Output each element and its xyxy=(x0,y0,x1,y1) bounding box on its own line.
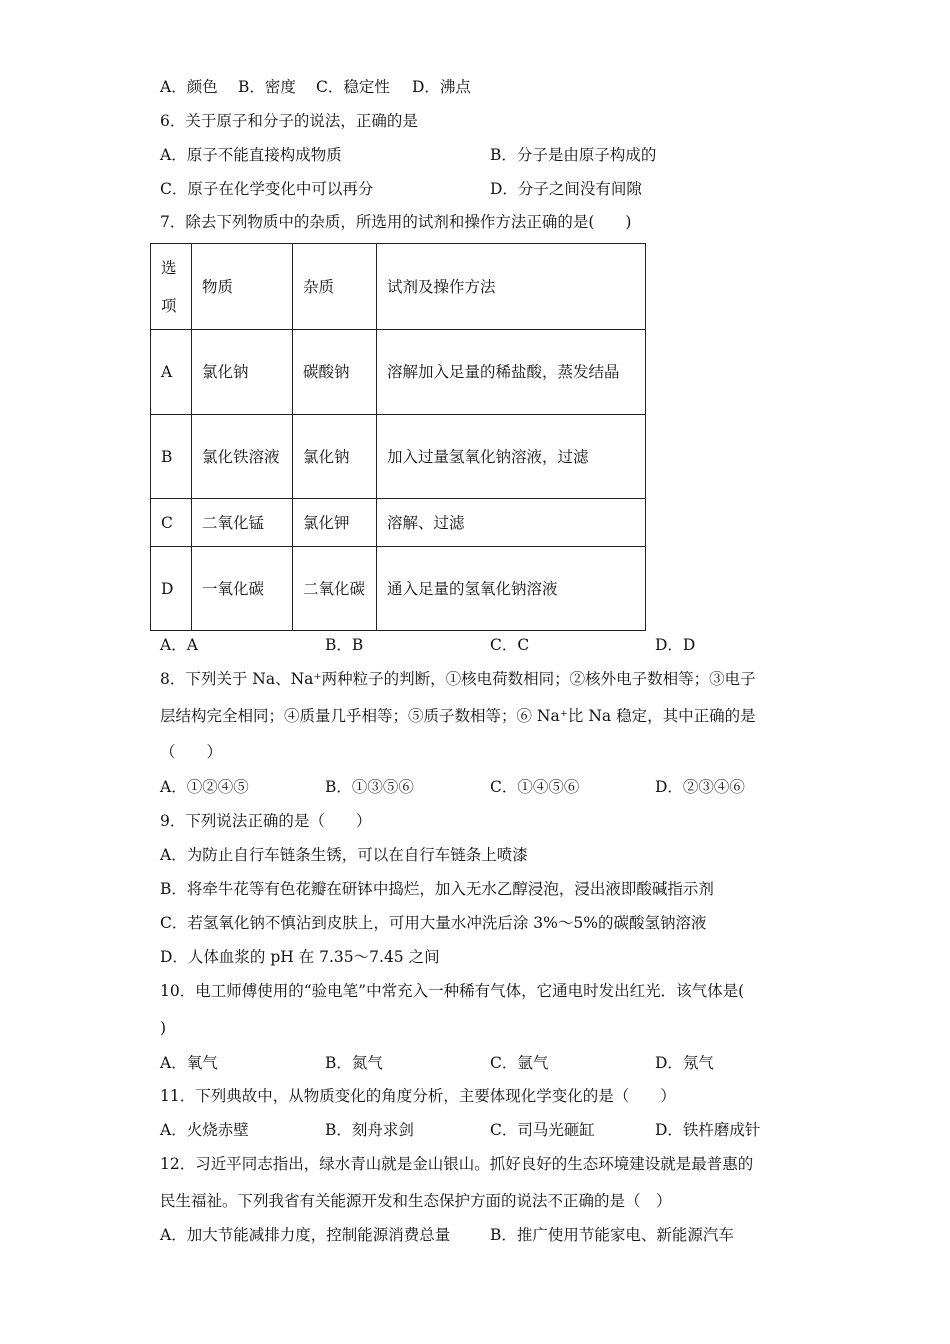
q5-option-d: D．沸点 xyxy=(412,78,471,96)
q5-option-a: A．颜色 xyxy=(160,78,218,96)
row-c-method: 溶解、过滤 xyxy=(377,499,646,547)
q8-line-3: （ ） xyxy=(160,743,223,761)
q10-option-b: B．氮气 xyxy=(325,1054,383,1072)
q8-option-c: C．①④⑤⑥ xyxy=(490,778,580,796)
row-d-method: 通入足量的氢氧化钠溶液 xyxy=(377,547,646,631)
q8-line-1: 8．下列关于 Na、Na⁺两种粒子的判断，①核电荷数相同；②核外电子数相等；③电子 xyxy=(160,670,756,688)
row-a-impurity: 碳酸钠 xyxy=(293,330,377,415)
q9-option-d: D．人体血浆的 pH 在 7.35～7.45 之间 xyxy=(160,948,440,966)
q12-option-a: A．加大节能减排力度，控制能源消费总量 xyxy=(160,1226,451,1244)
q11-option-d: D．铁杵磨成针 xyxy=(655,1121,761,1139)
header-method: 试剂及操作方法 xyxy=(377,244,646,330)
q7-option-c: C．C xyxy=(490,636,530,654)
row-b-option: B xyxy=(151,415,192,499)
q7-option-d: D．D xyxy=(655,636,696,654)
q9-option-c: C．若氢氧化钠不慎沾到皮肤上，可用大量水冲洗后涂 3%～5%的碳酸氢钠溶液 xyxy=(160,914,707,932)
row-b-impurity: 氯化钠 xyxy=(293,415,377,499)
q9-option-a: A．为防止自行车链条生锈，可以在自行车链条上喷漆 xyxy=(160,846,528,864)
table-row xyxy=(151,330,646,415)
table-row xyxy=(151,547,646,631)
q10-option-d: D．氖气 xyxy=(655,1054,714,1072)
q12-line-1: 12．习近平同志指出，绿水青山就是金山银山。抓好良好的生态环境建设就是最普惠的 xyxy=(160,1155,754,1173)
q10-line-2: ) xyxy=(160,1019,167,1037)
q10-option-a: A．氧气 xyxy=(160,1054,218,1072)
q7-table xyxy=(150,243,646,631)
q12-line-2: 民生福祉。下列我省有关能源开发和生态保护方面的说法不正确的是（ ） xyxy=(160,1192,672,1210)
row-c-substance: 二氧化锰 xyxy=(192,499,293,547)
q6-option-d: D．分子之间没有间隙 xyxy=(490,180,642,198)
q6-option-a: A．原子不能直接构成物质 xyxy=(160,146,342,164)
header-substance: 物质 xyxy=(192,244,293,330)
q5-option-b: B．密度 xyxy=(238,78,296,96)
row-b-method: 加入过量氢氧化钠溶液，过滤 xyxy=(377,415,646,499)
row-d-substance: 一氧化碳 xyxy=(192,547,293,631)
q6-option-c: C．原子在化学变化中可以再分 xyxy=(160,180,374,198)
row-a-option: A xyxy=(151,330,192,415)
q7-stem: 7．除去下列物质中的杂质，所选用的试剂和操作方法正确的是( ) xyxy=(160,213,632,231)
q8-option-b: B．①③⑤⑥ xyxy=(325,778,414,796)
q11-option-c: C．司马光砸缸 xyxy=(490,1121,595,1139)
table-row xyxy=(151,415,646,499)
q8-line-2: 层结构完全相同；④质量几乎相等；⑤质子数相等；⑥ Na⁺比 Na 稳定，其中正确的是 xyxy=(160,707,756,725)
q7-option-a: A．A xyxy=(160,636,198,654)
q6-stem: 6．关于原子和分子的说法，正确的是 xyxy=(160,112,418,130)
q10-line-1: 10．电工师傅使用的“验电笔”中常充入一种稀有气体，它通电时发出红光．该气体是( xyxy=(160,982,745,1000)
q8-option-a: A．①②④⑤ xyxy=(160,778,249,796)
row-c-option: C xyxy=(151,499,192,547)
table-row xyxy=(151,499,646,547)
q11-option-a: A．火烧赤壁 xyxy=(160,1121,249,1139)
q8-option-d: D．②③④⑥ xyxy=(655,778,745,796)
header-impurity: 杂质 xyxy=(293,244,377,330)
q12-option-b: B．推广使用节能家电、新能源汽车 xyxy=(490,1226,734,1244)
row-d-option: D xyxy=(151,547,192,631)
q5-option-c: C．稳定性 xyxy=(316,78,390,96)
q10-option-c: C．氩气 xyxy=(490,1054,549,1072)
q9-option-b: B．将牵牛花等有色花瓣在研钵中捣烂，加入无水乙醇浸泡，浸出液即酸碱指示剂 xyxy=(160,880,714,898)
table-header-row xyxy=(151,244,646,330)
q9-stem: 9．下列说法正确的是（ ） xyxy=(160,812,372,830)
row-a-method: 溶解加入足量的稀盐酸，蒸发结晶 xyxy=(377,330,646,415)
header-option: 选项 xyxy=(151,244,192,330)
q7-option-b: B．B xyxy=(325,636,364,654)
row-b-substance: 氯化铁溶液 xyxy=(192,415,293,499)
q11-stem: 11．下列典故中，从物质变化的角度分析，主要体现化学变化的是（ ） xyxy=(160,1087,676,1105)
q11-option-b: B．刻舟求剑 xyxy=(325,1121,414,1139)
row-a-substance: 氯化钠 xyxy=(192,330,293,415)
row-c-impurity: 氯化钾 xyxy=(293,499,377,547)
q6-option-b: B．分子是由原子构成的 xyxy=(490,146,657,164)
row-d-impurity: 二氧化碳 xyxy=(293,547,377,631)
